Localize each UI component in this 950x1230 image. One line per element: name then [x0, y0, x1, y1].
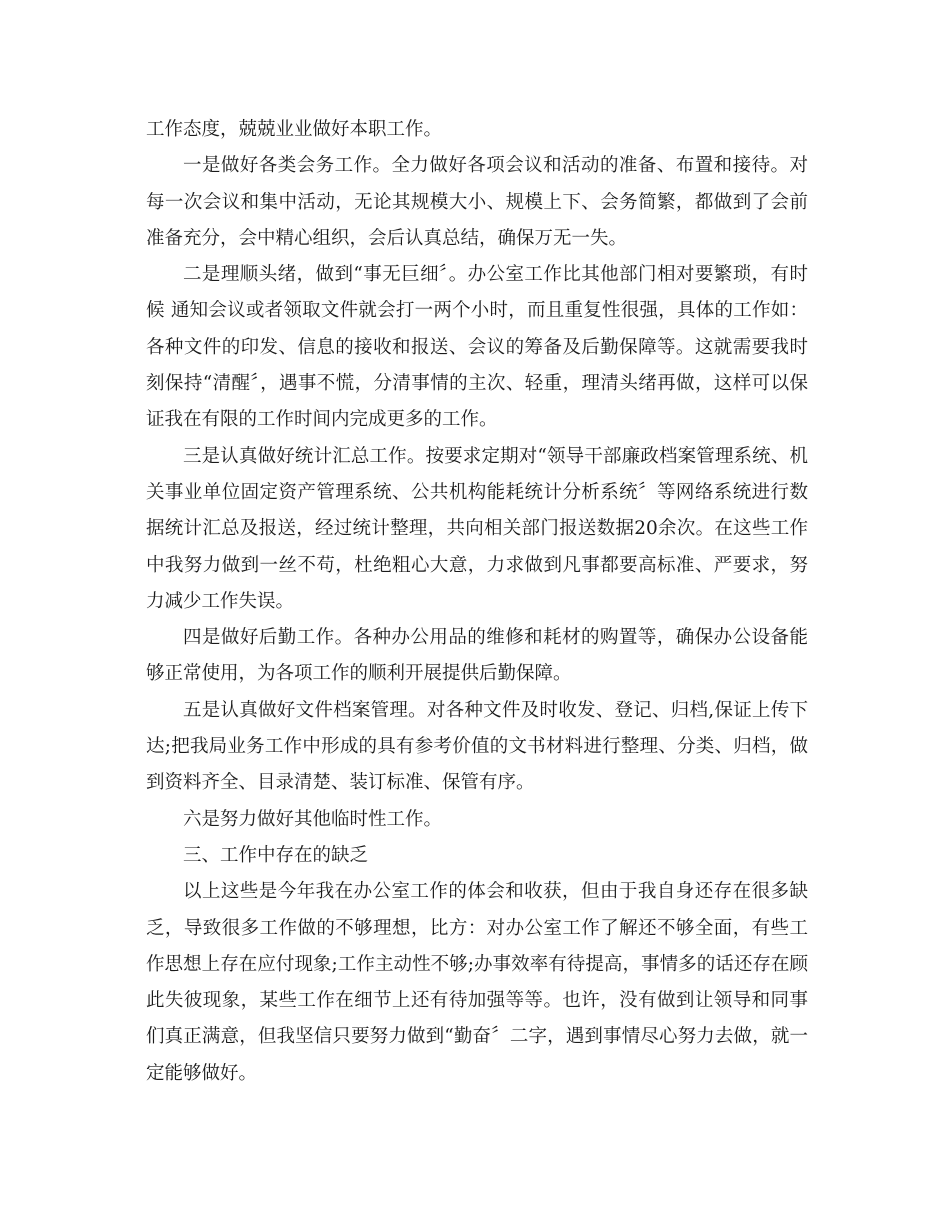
paragraph-temporary-work: 六是努力做好其他临时性工作。	[183, 808, 443, 830]
paragraph-meeting-affairs: 一是做好各类会务工作。全力做好各项会议和活动的准备、布置和接待。对每一次会议和集中活动，无论其规模大小、规模上下、会务简繁，都做到了会前准备充分，会中精心组织，会后认真总结，确保万无一失。	[146, 155, 808, 249]
paragraph-work-attitude: 工作态度，兢兢业业做好本职工作。	[146, 119, 443, 140]
document-body	[146, 112, 808, 1092]
paragraph-archive-management: 五是认真做好文件档案管理。对各种文件及时收发、登记、归档,保证上传下达;把我局业务工作中形成的具有参考价值的文书材料进行整理、分类、归档，做到资料齐全、目录清楚、装订标准、保管有序。	[146, 699, 808, 794]
paragraph-sort-out-threads: 二是理顺头绪，做到“事无巨细〞。办公室工作比其他部门相对要繁琐，有时候 通知会议或者领取文件就会打一两个小时，而且重复性很强，具体的工作如：各种文件的印发、信息的接收和报送、会议的筹备及后勤保障等。这就需要我时刻保持“清醒〞，遇事不慌，分清事情的主次、轻重，理清头绪再做，这样可以保证我在有限的工作时间内完成更多的工作。	[146, 264, 808, 431]
section-heading-shortcomings: 三、工作中存在的缺乏	[183, 844, 369, 866]
paragraph-statistics-summary: 三是认真做好统计汇总工作。按要求定期对“领导干部廉政档案管理系统、机关事业单位固定资产管理系统、公共机构能耗统计分析系统〞等网络系统进行数据统计汇总及报送，经过统计整理，共向相关部门报送数据20余次。在这些工作中我努力做到一丝不苟，杜绝粗心大意，力求做到凡事都要高标准、严要求，努力减少工作失误。	[146, 445, 808, 612]
paragraph-reflection: 以上这些是今年我在办公室工作的体会和收获，但由于我自身还存在很多缺乏，导致很多工作做的不够理想，比方：对办公室工作了解还不够全面，有些工作思想上存在应付现象;工作主动性不够;办事效率有待提高，事情多的话还存在顾此失彼现象，某些工作在细节上还有待加强等等。也许，没有做到让领导和同事们真正满意，但我坚信只要努力做到“勤奋〞二字，遇到事情尽心努力去做，就一定能够做好。	[146, 881, 808, 1084]
paragraph-logistics: 四是做好后勤工作。各种办公用品的维修和耗材的购置等，确保办公设备能够正常使用，为各项工作的顺利开展提供后勤保障。	[146, 627, 808, 685]
